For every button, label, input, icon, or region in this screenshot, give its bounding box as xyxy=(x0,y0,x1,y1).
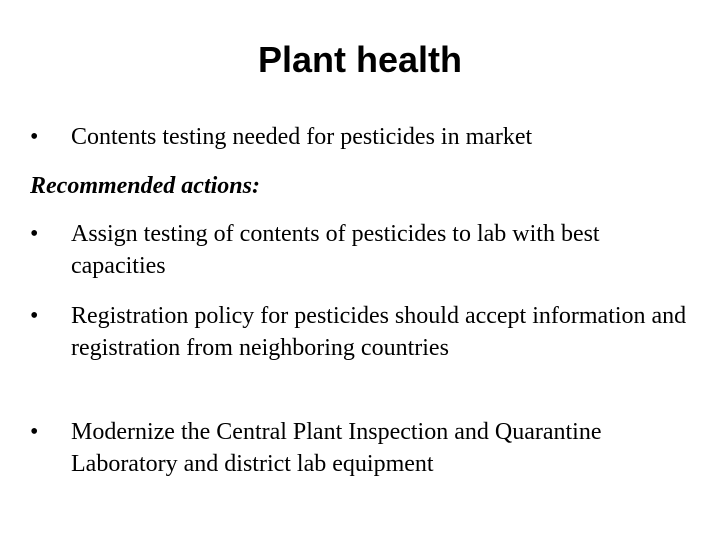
section-heading: Recommended actions: xyxy=(30,173,260,199)
action-bullet xyxy=(30,300,700,364)
bullet-icon: • xyxy=(30,303,39,329)
bullet-text: Assign testing of contents of pesticides to lab with best capacities xyxy=(71,221,600,279)
bullet-icon: • xyxy=(30,221,39,247)
intro-bullet xyxy=(30,121,700,153)
bullet-text: Contents testing needed for pesticides in market xyxy=(71,124,533,150)
bullet-icon: • xyxy=(30,419,39,445)
bullet-text: Registration policy for pesticides should accept information and registration from neighboring countries xyxy=(71,303,687,361)
slide-title: Plant health xyxy=(257,39,463,80)
action-bullet xyxy=(30,218,700,282)
action-bullet xyxy=(30,416,700,480)
bullet-icon: • xyxy=(30,124,39,150)
bullet-text: Modernize the Central Plant Inspection and Quarantine Laboratory and district lab equipment xyxy=(71,419,602,477)
